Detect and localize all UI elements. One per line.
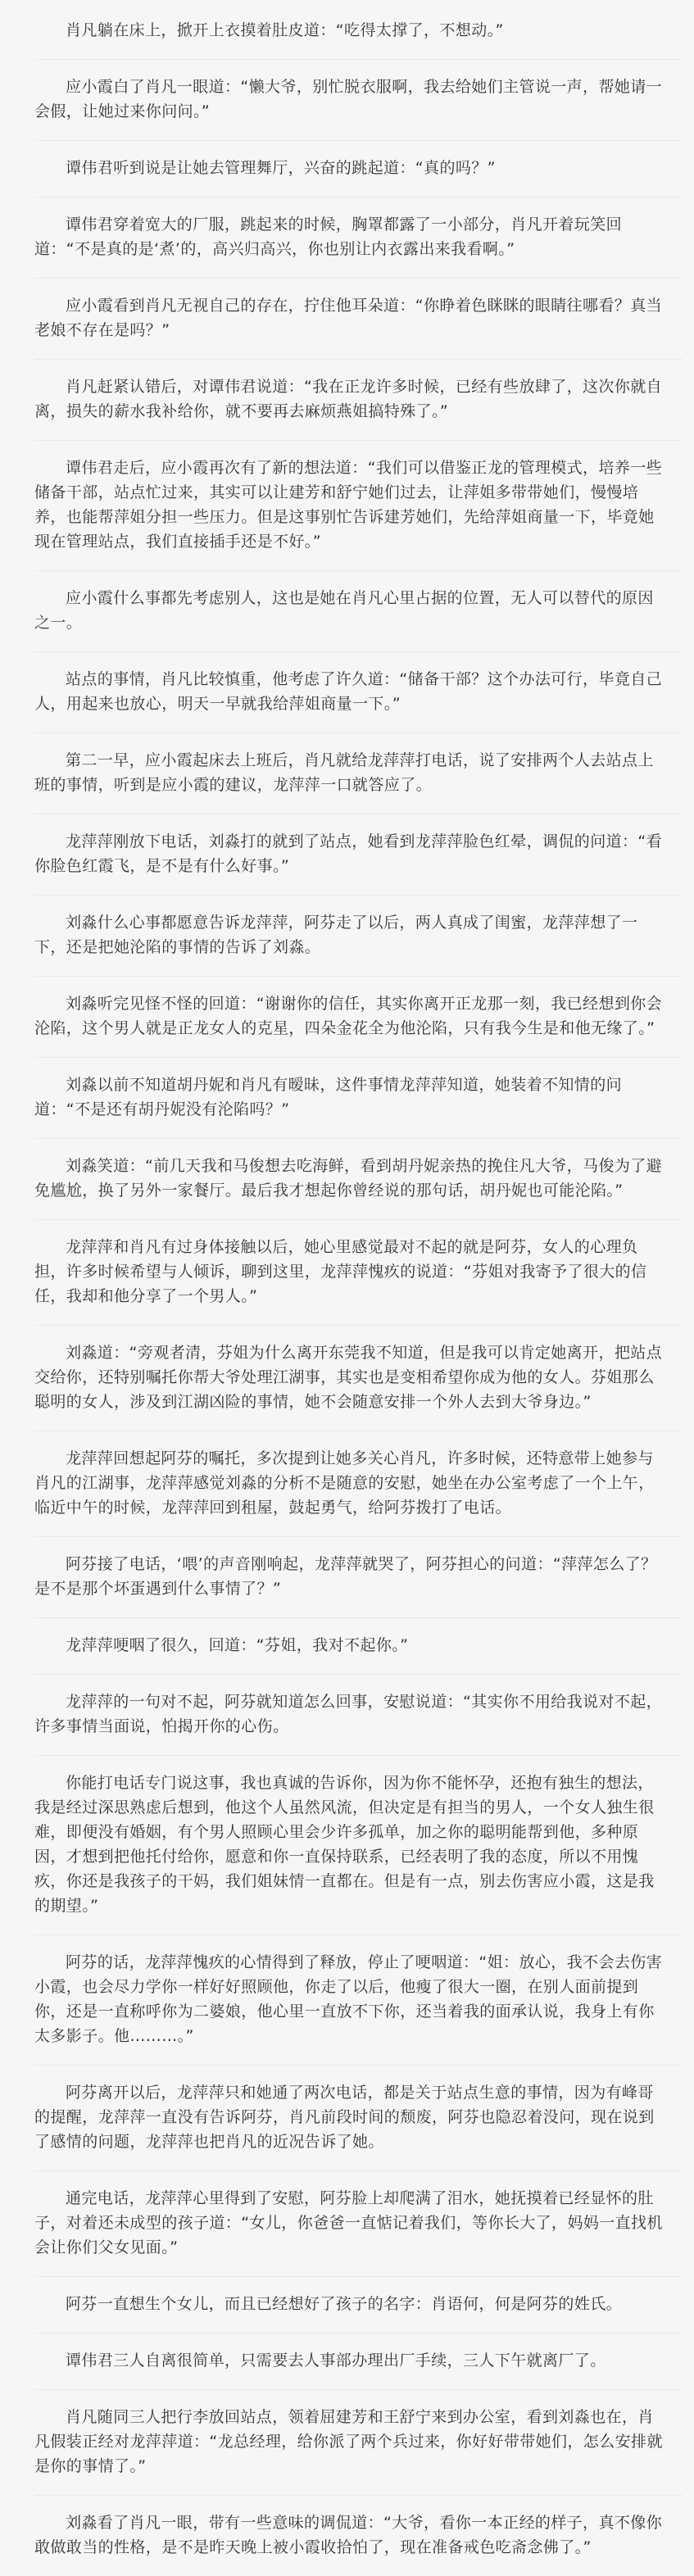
paragraph-23: 阿芬的话，龙萍萍愧疚的心情得到了释放，停止了哽咽道：“姐：放心，我不会去伤害小霞，也会尽力学你一样好好照顾他，你走了以后，他瘦了很大一圈，在别人面前提到你，还是一直称呼你为二婆娘，他心里一直放不下你，还当着我的面承认说，我身上有你太多影子。他………。” <box>34 1934 683 2065</box>
paragraph-10: 第二一早，应小霞起床去上班后，肖凡就给龙萍萍打电话，说了安排两个人去站点上班的事情，听到是应小霞的建议，龙萍萍一口就答应了。 <box>34 732 683 814</box>
paragraph-7: 谭伟君走后，应小霞再次有了新的想法道：“我们可以借鉴正龙的管理模式，培养一些储备干部，站点忙过来，其实可以让建芳和舒宁她们过去，让萍姐多带带她们，慢慢培养，也能帮萍姐分担一些压力。但是这事别忙告诉建芳她们，先给萍姐商量一下，毕竟她现在管理站点，我们直接插手还是不好。” <box>34 440 683 570</box>
paragraph-8: 应小霞什么事都先考虑别人，这也是她在肖凡心里占据的位置，无人可以替代的原因之一。 <box>34 570 683 651</box>
paragraph-21: 龙萍萍的一句对不起，阿芬就知道怎么回事，安慰说道：“其实你不用给我说对不起，许多事情当面说，怕揭开你的心伤。 <box>34 1674 683 1755</box>
paragraph-15: 刘淼笑道：“前几天我和马俊想去吃海鲜，看到胡丹妮亲热的挽住凡大爷，马俊为了避免尴尬，换了另外一家餐厅。最后我才想起你曾经说的那句话，胡丹妮也可能沦陷。” <box>34 1138 683 1219</box>
paragraph-1: 肖凡躺在床上，掀开上衣摸着肚皮道：“吃得太撑了，不想动。” <box>66 21 504 39</box>
paragraph-14: 刘淼以前不知道胡丹妮和肖凡有暧昧，这件事情龙萍萍知道，她装着不知情的问道：“不是还有胡丹妮没有沦陷吗？” <box>34 1057 683 1138</box>
paragraph-2: 应小霞白了肖凡一眼道：“懒大爷，别忙脱衣服啊，我去给她们主管说一声，帮她请一会假，让她过来你问问。” <box>34 59 683 140</box>
paragraph-25: 通完电话，龙萍萍心里得到了安慰，阿芬脸上却爬满了泪水，她抚摸着已经显怀的肚子，对着还未成型的孩子道：“女儿，你爸爸一直惦记着我们，等你长大了，妈妈一直找机会让你们父女见面。” <box>34 2170 683 2276</box>
paragraph-19: 阿芬接了电话，‘喂’的声音刚响起，龙萍萍就哭了，阿芬担心的问道：“萍萍怎么了？是不是那个坏蛋遇到什么事情了？” <box>34 1536 683 1617</box>
paragraph-29: 刘淼看了肖凡一眼，带有一些意味的调侃道：“大爷，看你一本正经的样子，真不像你敢做敢当的性格，是不是昨天晚上被小霞收拾怕了，现在准备戒色吃斋念佛了。” <box>34 2495 683 2576</box>
paragraph-5: 应小霞看到肖凡无视自己的存在，拧住他耳朵道：“你睁着色眯眯的眼睛往哪看？真当老娘不存在是吗？” <box>34 278 683 359</box>
paragraph-24: 阿芬离开以后，龙萍萍只和她通了两次电话，都是关于站点生意的事情，因为有峰哥的提醒，龙萍萍一直没有告诉阿芬，肖凡前段时间的颓废，阿芬也隐忍着没问，现在说到了感情的问题，龙萍萍也把肖凡的近况告诉了她。 <box>34 2065 683 2170</box>
paragraph-18: 龙萍萍回想起阿芬的嘱托，多次提到让她多关心肖凡，许多时候，还特意带上她参与肖凡的江湖事，龙萍萍感觉刘淼的分析不是随意的安慰，她坐在办公室考虑了一个上午，临近中午的时候，龙萍萍回到租屋，鼓起勇气，给阿芬拨打了电话。 <box>34 1431 683 1536</box>
paragraph-13: 刘淼听完见怪不怪的回道：“谢谢你的信任，其实你离开正龙那一刻，我已经想到你会沦陷，这个男人就是正龙女人的克星，四朵金花全为他沦陷，只有我今生是和他无缘了。” <box>34 976 683 1057</box>
paragraph-20: 龙萍萍哽咽了很久，回道：“芬姐，我对不起你。” <box>34 1617 683 1674</box>
paragraph-28: 肖凡随同三人把行李放回站点，领着屈建芳和王舒宁来到办公室，看到刘淼也在，肖凡假装正经对龙萍萍道：“龙总经理，给你派了两个兵过来，你好好带带她们，怎么安排就是你的事情了。” <box>34 2389 683 2495</box>
paragraph-11: 龙萍萍刚放下电话，刘淼打的就到了站点，她看到龙萍萍脸色红晕，调侃的问道：“看你脸色红霞飞，是不是有什么好事。” <box>34 814 683 895</box>
paragraph-4: 谭伟君穿着宽大的厂服，跳起来的时候，胸罩都露了一小部分，肖凡开着玩笑回道：“不是真的是‘煮’的，高兴归高兴，你也别让内衣露出来我看啊。” <box>34 197 683 278</box>
paragraph-6: 肖凡赶紧认错后，对谭伟君说道：“我在正龙许多时候，已经有些放肆了，这次你就自离，损失的薪水我补给你，就不要再去麻烦燕姐搞特殊了。” <box>34 359 683 440</box>
paragraph-26: 阿芬一直想生个女儿，而且已经想好了孩子的名字：肖语何，何是阿芬的姓氏。 <box>34 2276 683 2333</box>
paragraph-17: 刘淼道：“旁观者清，芬姐为什么离开东莞我不知道，但是我可以肯定她离开，把站点交给你，还特别嘱托你帮大爷处理江湖事，其实也是变相希望你成为他的女人。芬姐那么聪明的女人，涉及到江湖凶险的事情，她不会随意安排一个外人去到大爷身边。” <box>34 1325 683 1431</box>
paragraph-16: 龙萍萍和肖凡有过身体接触以后，她心里感觉最对不起的就是阿芬，女人的心理负担，许多时候希望与人倾诉，聊到这里，龙萍萍愧疚的说道：“芬姐对我寄予了很大的信任，我却和他分享了一个男人。” <box>34 1219 683 1325</box>
paragraph-22: 你能打电话专门说这事，我也真诚的告诉你，因为你不能怀孕，还抱有独生的想法，我是经过深思熟虑后想到，他这个人虽然风流，但决定是有担当的男人，一个女人独生很难，即便没有婚姻，有个男人照顾心里会少许多孤单，加之你的聪明能帮到他，多种原因，才想到把他托付给你，愿意和你一直保持联系，已经表明了我的态度，所以不用愧疚，你还是我孩子的干妈，我们姐妹情一直都在。但是有一点，别去伤害应小霞，这是我的期望。” <box>34 1755 683 1934</box>
paragraph-3: 谭伟君听到说是让她去管理舞厅，兴奋的跳起道：“真的吗？” <box>34 140 683 197</box>
paragraph-27: 谭伟君三人自离很简单，只需要去人事部办理出厂手续，三人下午就离厂了。 <box>34 2333 683 2389</box>
paragraph-12: 刘淼什么心事都愿意告诉龙萍萍，阿芬走了以后，两人真成了闺蜜，龙萍萍想了一下，还是把她沦陷的事情的告诉了刘淼。 <box>34 895 683 976</box>
paragraph-9: 站点的事情，肖凡比较慎重，他考虑了许久道：“储备干部？这个办法可行，毕竟自己人，用起来也放心，明天一早就我给萍姐商量一下。” <box>34 651 683 732</box>
